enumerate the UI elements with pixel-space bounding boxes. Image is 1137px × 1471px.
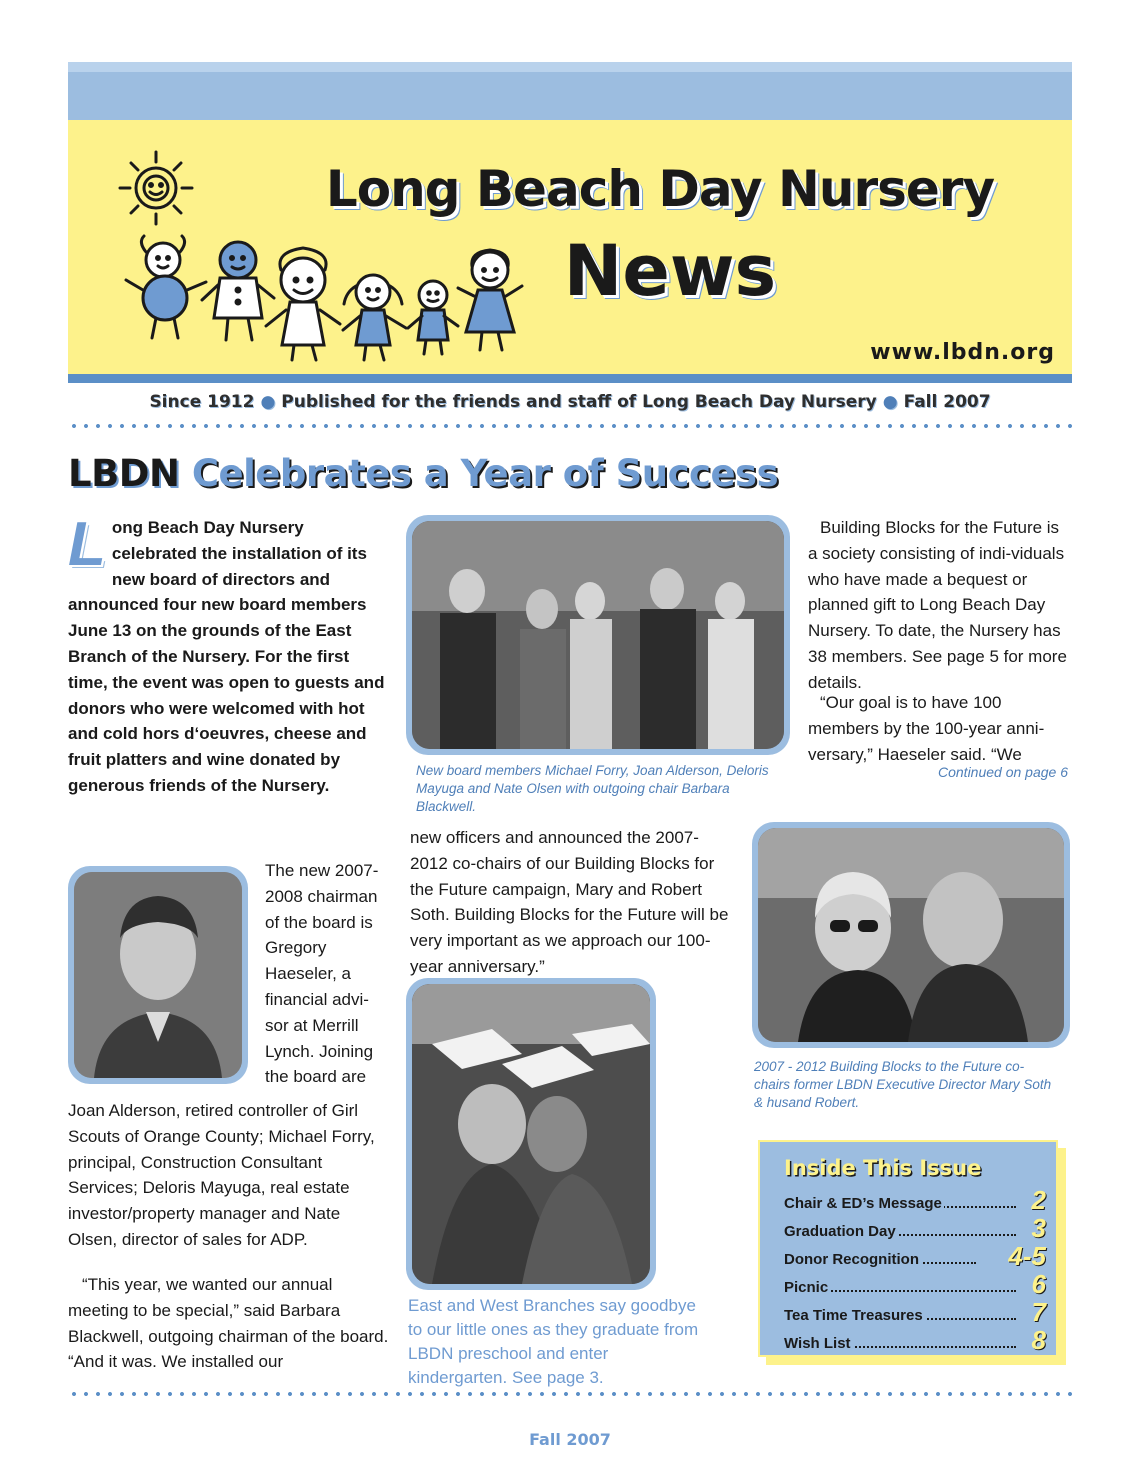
tagline-since: Since 1912 [149, 392, 255, 412]
website-url[interactable]: www.lbdn.org [870, 340, 1055, 365]
footer-issue: Fall 2007 [529, 1430, 611, 1449]
article-para3: “This year, we wanted our annual meeting to be special,” said Barbara Blackwell, outgoing chairman of the board. “And it was. We installed our [68, 1275, 389, 1372]
tagline [68, 392, 1072, 412]
masthead-title: Long Beach Day Nursery [325, 160, 995, 218]
graduation-photo-caption: East and West Branches say goodbye to our little ones as they graduate from LBDN preschool and enter kindergarten. See page 3. [408, 1296, 699, 1387]
toc-item-label: Donor Recognition [784, 1251, 919, 1268]
tagline-published: Published for the friends and staff of Long Beach Day Nursery [281, 392, 877, 412]
tagline-issue: Fall 2007 [903, 392, 991, 412]
article-col3-para2: “Our goal is to have 100 members by the 100-year anni-versary,” Haeseler said. “We [808, 693, 1045, 764]
toc-item-label: Wish List [784, 1335, 851, 1352]
article-para2-narrow: The new 2007-2008 chairman of the board is Gregory Haeseler, a financial advi-sor at Merrill Lynch. Joining the board are [265, 861, 379, 1087]
inside-this-issue-box [758, 1140, 1058, 1357]
sun-icon [120, 152, 192, 224]
soth-image [758, 828, 1064, 1042]
headline-text: Celebrates a Year of Success [191, 452, 779, 495]
toc-item-label: Picnic [784, 1279, 829, 1296]
portrait-image [74, 872, 242, 1078]
chairman-photo [68, 866, 248, 1084]
dotted-divider-top [68, 424, 1072, 428]
article-col3-para1: Building Blocks for the Future is a society consisting of indi-viduals who have made a bequest or planned gift to Long Beach Day Nursery. To date, the Nursery has 38 members. See page 5 for more details. [808, 518, 1067, 692]
bullet-icon: ● [260, 392, 276, 412]
dotted-divider-bottom [68, 1392, 1072, 1396]
toc-item-page: 4-5 [1008, 1241, 1046, 1271]
toc-item-page: 7 [1031, 1297, 1046, 1327]
toc-item-page: 6 [1031, 1269, 1046, 1299]
drop-cap: L [68, 510, 106, 579]
toc-item[interactable] [784, 1298, 1046, 1326]
toc-item[interactable] [784, 1270, 1046, 1298]
masthead-bottom-band [68, 374, 1072, 383]
graduation-image [412, 984, 650, 1284]
toc-item-label: Graduation Day [784, 1223, 896, 1240]
toc-item[interactable] [784, 1186, 1046, 1214]
bullet-icon: ● [882, 392, 898, 412]
soth-photo [752, 822, 1070, 1048]
toc-item-label: Tea Time Treasures [784, 1307, 923, 1324]
toc-item-label: Chair & ED’s Message [784, 1195, 942, 1212]
masthead-subtitle: News [563, 230, 777, 312]
graduation-photo [406, 978, 656, 1290]
continued-link[interactable]: Continued on page 6 [938, 764, 1068, 780]
lead-text: ong Beach Day Nursery celebrated the installation of its new board of directors and announced four new board members June 13 on the grounds of the East Branch of the Nursery. For the first time, the event was open to guests and donors who were welcomed with hot and cold hors d‘oeuvres, cheese and fruit platters and wine donated by generous friends of the Nursery. [68, 518, 385, 795]
toc-item-page: 8 [1031, 1325, 1046, 1355]
toc-item[interactable] [784, 1326, 1046, 1354]
board-members-image [412, 521, 784, 749]
toc-item[interactable] [784, 1242, 1046, 1270]
masthead-top-stripe [68, 62, 1072, 72]
headline-prefix: LBDN [68, 452, 180, 495]
toc-item-page: 3 [1031, 1213, 1046, 1243]
inside-issue-title: Inside This Issue [784, 1156, 982, 1180]
board-photo-caption: New board members Michael Forry, Joan Alderson, Deloris Mayuga and Nate Olsen with outgoing chair Barbara Blackwell. [416, 763, 769, 814]
soth-photo-caption: 2007 - 2012 Building Blocks to the Future co-chairs former LBDN Executive Director Mary Soth & husand Robert. [754, 1059, 1052, 1110]
article-para2-wide: Joan Alderson, retired controller of Girl Scouts of Orange County; Michael Forry, principal, Construction Consultant Services; Deloris Mayuga, real estate investor/property manager and Nate Olsen, director of sales for ADP. [68, 1101, 375, 1249]
article-col2-text: new officers and announced the 2007-2012 co-chairs of our Building Blocks for the Future campaign, Mary and Robert Soth. Building Blocks for the Future will be very important as we approach our 100-year anniversary.” [410, 828, 729, 976]
article-headline [68, 452, 868, 495]
toc-item[interactable] [784, 1214, 1046, 1242]
article-lead [68, 510, 390, 799]
toc-item-page: 2 [1031, 1185, 1046, 1215]
board-members-photo [406, 515, 790, 755]
